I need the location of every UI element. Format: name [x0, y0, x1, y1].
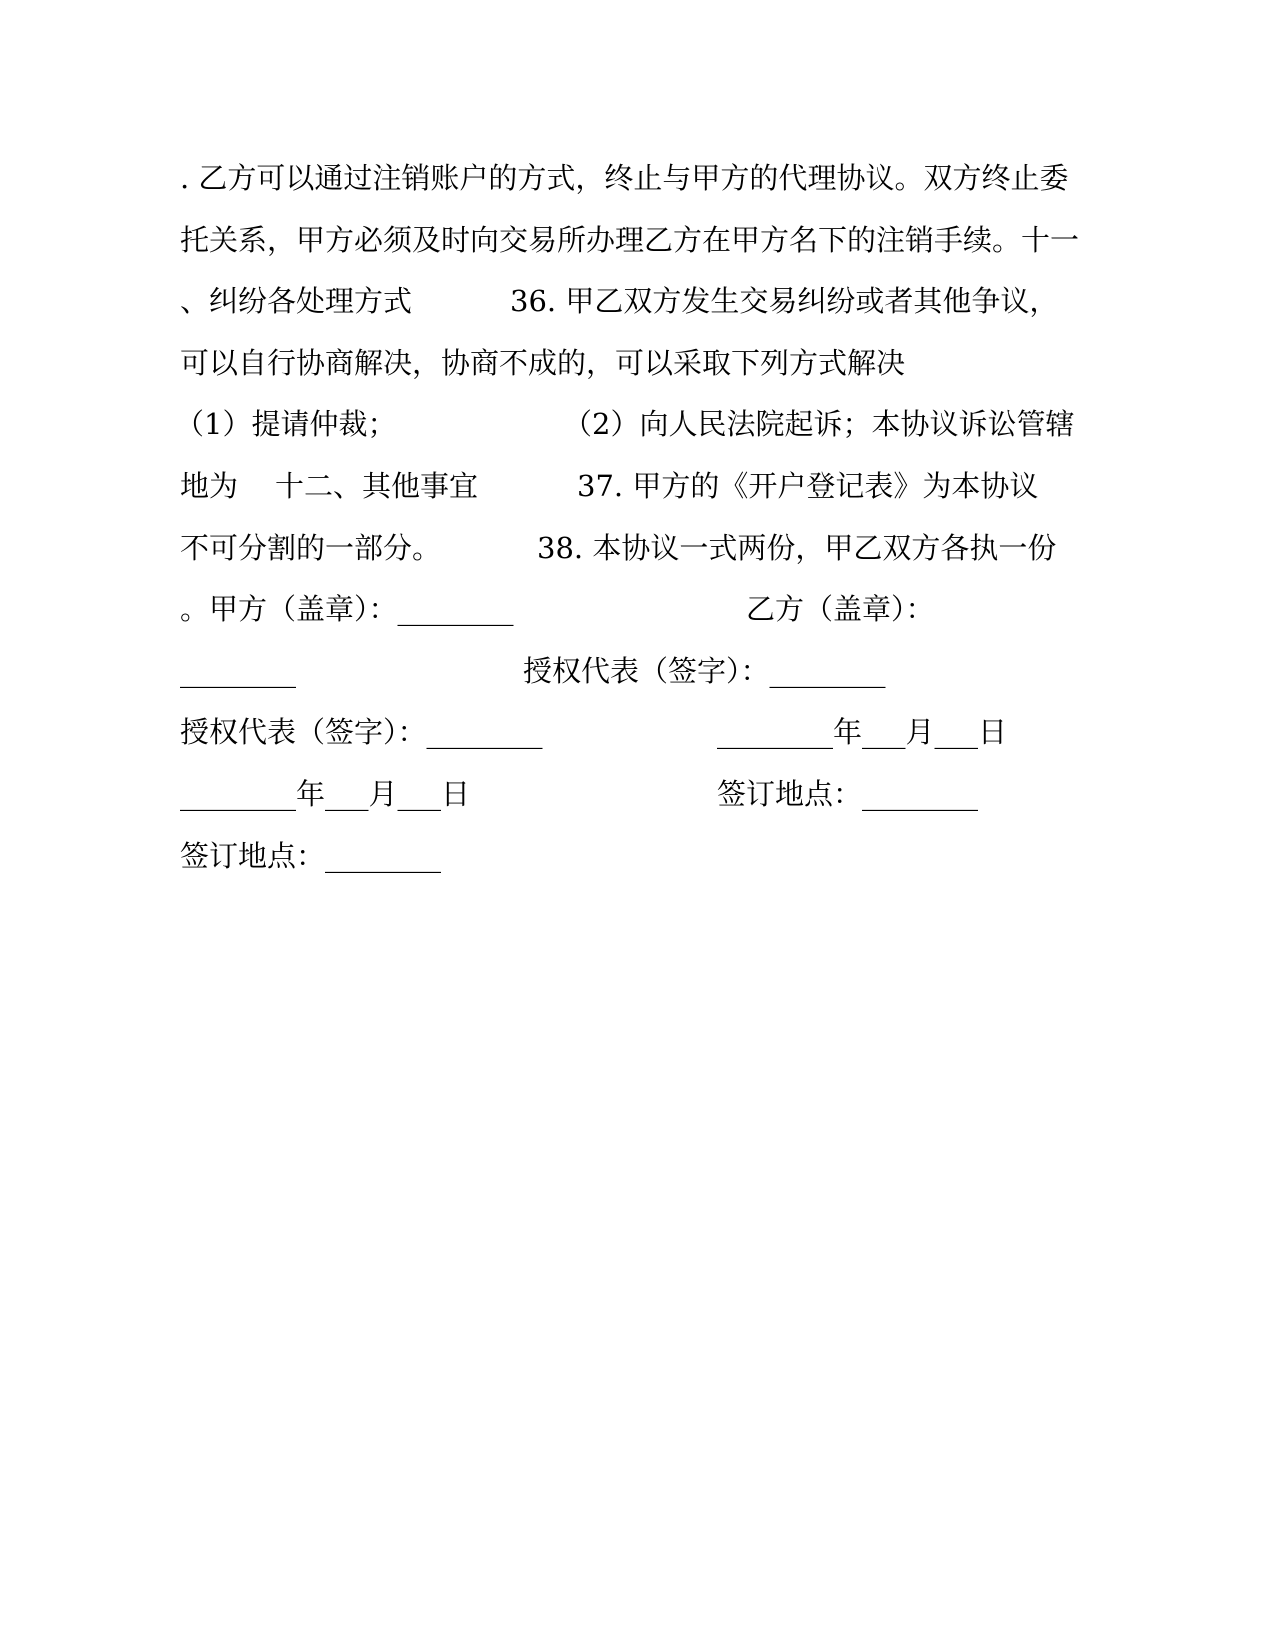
text-segment: 不可分割的一部分。 — [180, 531, 442, 565]
party-a-signing-place: 签订地点：________ — [180, 839, 442, 873]
text-line — [180, 281, 1080, 321]
text-segment: 托关系，甲方必须及时向交易所办理乙方在甲方名下的注销手续。十一 — [180, 223, 1080, 257]
text-segment: . 乙方可以通过注销账户的方式，终止与甲方的代理协议。双方终止委 — [180, 161, 1069, 195]
party-b-seal-blank: ________ — [180, 654, 296, 688]
text-segment: 37. 甲方的《开户登记表》为本协议 — [577, 469, 1039, 503]
party-b-representative: 授权代表（签字）：________ — [523, 654, 886, 688]
text-segment: 38. 本协议一式两份，甲乙双方各执一份 — [537, 531, 1057, 565]
party-a-seal: 。甲方（盖章）：________ — [180, 592, 514, 626]
text-line — [180, 528, 1080, 568]
text-line — [180, 651, 1080, 691]
section-heading: 十二、其他事宜 — [275, 469, 479, 503]
text-line — [180, 466, 1080, 506]
party-b-date: ________年___月___日 — [717, 715, 1008, 749]
text-line — [180, 343, 1080, 383]
text-line — [180, 836, 1080, 876]
text-segment: （2）向人民法院起诉；本协议诉讼管辖 — [563, 407, 1075, 441]
party-b-seal: 乙方（盖章）： — [746, 592, 935, 626]
text-line — [180, 220, 1080, 260]
text-segment: （1）提请仲裁； — [175, 407, 397, 441]
party-b-signing-place: 签订地点：________ — [717, 777, 979, 811]
section-heading: 、纠纷各处理方式 — [180, 284, 413, 318]
party-a-date: ________年___月___日 — [180, 777, 471, 811]
text-line — [180, 712, 1080, 752]
text-segment: 36. 甲乙双方发生交易纠纷或者其他争议， — [510, 284, 1059, 318]
party-a-representative: 授权代表（签字）：________ — [180, 715, 543, 749]
text-line — [180, 589, 1080, 629]
text-line — [180, 158, 1080, 198]
text-segment: 地为 — [180, 469, 239, 503]
text-line — [175, 404, 1080, 444]
text-segment: 可以自行协商解决，协商不成的，可以采取下列方式解决 — [180, 346, 906, 380]
text-line — [180, 774, 1080, 814]
